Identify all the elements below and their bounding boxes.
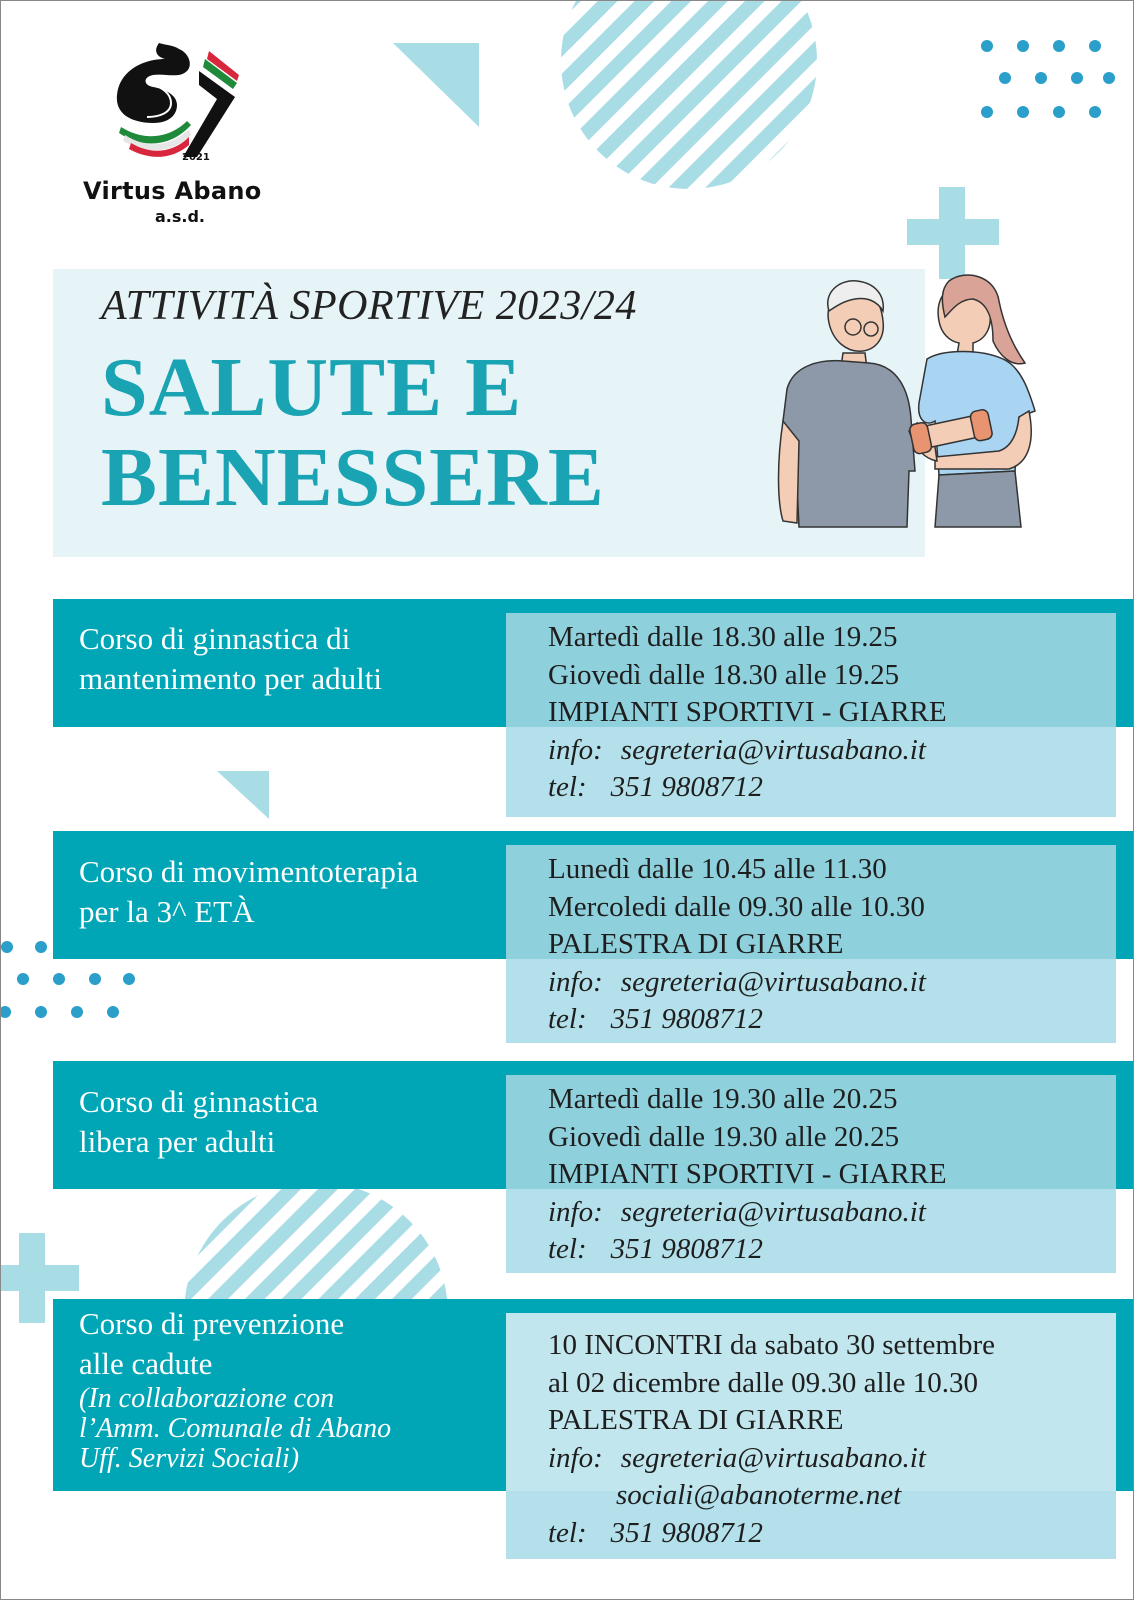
logo-emblem — [113, 37, 243, 167]
schedule-line: Martedì dalle 19.30 alle 20.25 — [548, 1083, 898, 1115]
plus-shape-top — [907, 187, 999, 279]
schedule-line: Martedì dalle 18.30 alle 19.25 — [548, 621, 898, 653]
phone-number[interactable]: 351 9808712 — [610, 1516, 763, 1549]
course-title-3-line-2: libera per adulti — [79, 1124, 276, 1159]
course-title-3-line-1: Corso di ginnastica — [79, 1084, 319, 1119]
email-link[interactable]: segreteria@virtusabano.it — [620, 965, 926, 998]
course-title-2-line-1: Corso di movimentoterapia — [79, 854, 419, 889]
course-info-3 — [506, 1075, 1116, 1273]
info-label: info: — [548, 1195, 603, 1228]
logo-suffix: a.s.d. — [155, 207, 206, 226]
location: PALESTRA DI GIARRE — [548, 1404, 844, 1436]
course-title-4 — [79, 1304, 391, 1474]
phone-number[interactable]: 351 9808712 — [610, 1233, 763, 1265]
logo-year: 2021 — [182, 152, 210, 163]
phone-number[interactable]: 351 9808712 — [610, 771, 763, 803]
info-label: info: — [548, 965, 603, 998]
tel-label: tel: — [548, 1516, 587, 1549]
email-link[interactable]: segreteria@virtusabano.it — [620, 1195, 926, 1228]
course-title-1 — [79, 619, 382, 699]
page-title — [101, 343, 605, 523]
schedule-line: Lunedì dalle 10.45 alle 11.30 — [548, 853, 887, 885]
course-note: (In collaborazione con — [79, 1383, 335, 1414]
course-info-2 — [506, 845, 1116, 1043]
striped-circle-bottom — [181, 1179, 451, 1299]
info-label: info: — [548, 1441, 603, 1474]
course-title-3 — [79, 1082, 318, 1162]
schedule-line: Mercoledi dalle 09.30 alle 10.30 — [548, 890, 925, 923]
triangle-middle — [217, 769, 273, 821]
schedule-line: 10 INCONTRI da sabato 30 settembre — [548, 1329, 995, 1361]
info-label: info: — [548, 733, 603, 766]
title-line-2: BENESSERE — [101, 431, 605, 524]
schedule-line: Giovedì dalle 19.30 alle 20.25 — [548, 1120, 900, 1153]
location: IMPIANTI SPORTIVI - GIARRE — [548, 1158, 947, 1190]
course-title-1-line-1: Corso di ginnastica di — [79, 621, 351, 656]
location: IMPIANTI SPORTIVI - GIARRE — [548, 696, 947, 728]
email-link[interactable]: segreteria@virtusabano.it — [620, 733, 926, 766]
triangle-top — [393, 41, 483, 131]
email-link[interactable]: segreteria@virtusabano.it — [620, 1441, 926, 1474]
course-title-2-line-2: per la 3^ ETÀ — [79, 894, 255, 929]
tel-label: tel: — [548, 771, 587, 803]
tel-label: tel: — [548, 1003, 587, 1035]
course-note: l’Amm. Comunale di Abano — [79, 1413, 392, 1444]
course-note: Uff. Servizi Sociali) — [79, 1443, 300, 1474]
tel-label: tel: — [548, 1233, 587, 1265]
schedule-line: Giovedì dalle 18.30 alle 19.25 — [548, 658, 900, 691]
schedule-line: al 02 dicembre dalle 09.30 alle 10.30 — [548, 1366, 979, 1399]
course-info-4 — [506, 1313, 1116, 1559]
location: PALESTRA DI GIARRE — [548, 928, 844, 960]
email-link-2[interactable]: sociali@abanoterme.net — [616, 1479, 902, 1511]
dot-grid-top-right — [979, 35, 1119, 125]
illustration-trainer-and-elder — [759, 271, 1059, 551]
course-title-2 — [79, 852, 418, 932]
course-title-4-line-2: alle cadute — [79, 1346, 213, 1381]
course-info-1 — [506, 613, 1116, 817]
course-title-1-line-2: mantenimento per adulti — [79, 661, 383, 696]
phone-number[interactable]: 351 9808712 — [610, 1003, 763, 1035]
logo-name: Virtus Abano — [83, 177, 262, 205]
striped-circle-top — [561, 1, 831, 196]
course-title-4-line-1: Corso di prevenzione — [79, 1306, 345, 1341]
page-subtitle: ATTIVITÀ SPORTIVE 2023/24 — [101, 283, 637, 329]
title-line-1: SALUTE E — [101, 341, 523, 434]
